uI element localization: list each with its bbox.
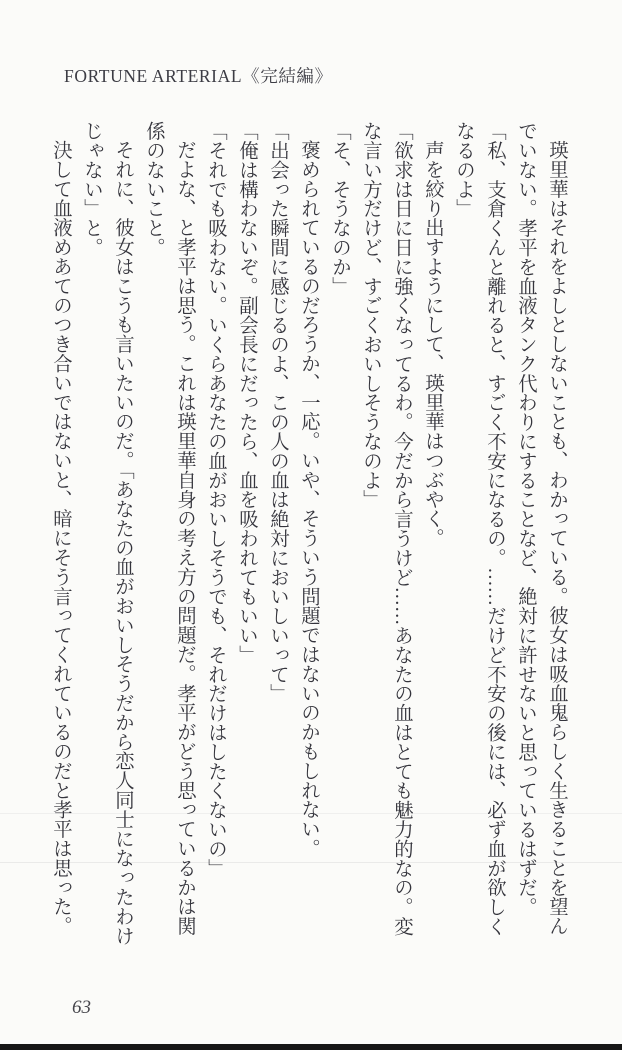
text-column: 決して血液めあてのつき合いではないと、暗にそう言ってくれているのだと孝平は思った。 — [50, 140, 71, 936]
text-column: 「欲求は日に日に強くなってるわ。今だから言うけど……あなたの血はとても魅力的なの。変 — [391, 121, 412, 936]
text-column: 「そ、そうなのか」 — [329, 121, 350, 296]
text-column: それに、彼女はこうも言いたいのだ。「あなたの血がおいしそうだから恋人同士になったわけ — [112, 140, 133, 946]
page-number: 63 — [72, 997, 91, 1018]
text-column: 瑛里華はそれをよしとしないことも、わかっている。彼女は吸血鬼らしく生きることを望ん — [546, 140, 567, 936]
text-column: 「出会った瞬間に感じるのよ、この人の血は絶対においしいって」 — [267, 121, 288, 703]
text-column: 「それでも吸わない。いくらあなたの血がおいしそうでも、それだけはしたくないの」 — [205, 121, 226, 878]
text-column: じゃない」と。 — [81, 121, 102, 257]
text-column: 褒められているのだろうか、一応。いや、そういう問題ではないのかもしれない。 — [298, 140, 319, 859]
text-column: な言い方だけど、すごくおいしそうなのよ」 — [360, 121, 381, 509]
text-block — [45, 121, 572, 966]
text-column: なるのよ」 — [453, 121, 474, 218]
text-column: 声を絞り出すようにして、瑛里華はつぶやく。 — [422, 140, 443, 548]
text-column: でいない。孝平を血液タンク代わりにすることなど、絶対に許せないと思っているはずだ。 — [515, 121, 536, 917]
text-column: 「俺は構わないぞ。副会長にだったら、血を吸われてもいい」 — [236, 121, 257, 665]
text-column: 係のないこと。 — [143, 121, 164, 257]
text-column: 「私、支倉くんと離れると、すごく不安になるの。……だけど不安の後には、必ず血が欲しく — [484, 121, 505, 936]
text-column: だよな、と孝平は思う。これは瑛里華自身の考え方の問題だ。孝平がどう思っているかは関 — [174, 140, 195, 936]
running-header: FORTUNE ARTERIAL《完結編》 — [64, 66, 333, 86]
page-edge-shadow — [0, 1044, 622, 1050]
